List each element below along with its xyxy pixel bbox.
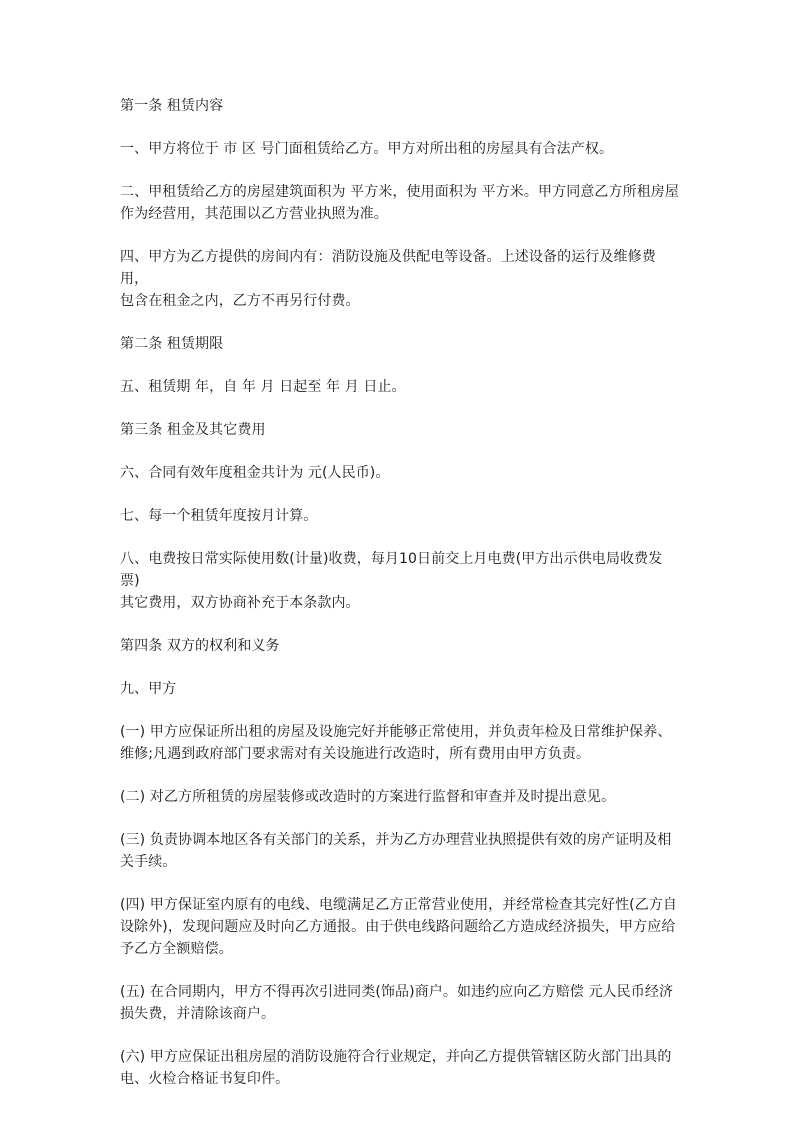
text-line: 关手续。 (120, 854, 177, 870)
sub-clause-5 (120, 981, 680, 1025)
text-line: 第三条 租金及其它费用 (120, 422, 266, 438)
sub-clause-4 (120, 894, 680, 960)
text-line: 第一条 租赁内容 (120, 98, 224, 114)
text-line: 作为经营用，其范围以乙方营业执照为准。 (120, 206, 388, 222)
text-line: 一、甲方将位于 市 区 号门面租赁给乙方。甲方对所出租的房屋具有合法产权。 (120, 141, 614, 157)
text-line: 第四条 双方的权利和义务 (120, 638, 280, 654)
clause-9 (120, 678, 680, 700)
text-line: 五、租赁期 年，自 年 月 日起至 年 月 日止。 (120, 379, 406, 395)
text-line: (二) 对乙方所租赁的房屋装修或改造时的方案进行监督和审查并及时提出意见。 (120, 789, 616, 805)
text-line: 电、火检合格证书复印件。 (120, 1071, 290, 1087)
text-line: 设除外)，发现问题应及时向乙方通报。由于供电线路问题给乙方造成经济损失，甲方应给 (120, 919, 676, 935)
text-line: 予乙方全额赔偿。 (120, 941, 233, 957)
text-line: (四) 甲方保证室内原有的电线、电缆满足乙方正常营业使用，并经常检查其完好性(乙方自 (120, 897, 678, 913)
sub-clause-1 (120, 721, 680, 765)
text-line: 九、甲方 (120, 681, 177, 697)
clause-2 (120, 181, 680, 225)
text-line: 六、合同有效年度租金共计为 元(人民币)。 (120, 465, 390, 481)
text-line: (一) 甲方应保证所出租的房屋及设施完好并能够正常使用，并负责年检及日常维护保养、 (120, 724, 672, 740)
text-line: 二、甲租赁给乙方的房屋建筑面积为 平方米，使用面积为 平方米。甲方同意乙方所租房屋 (120, 184, 679, 200)
text-line: 七、每一个租赁年度按月计算。 (120, 508, 318, 524)
text-line: 损失费，并清除该商户。 (120, 1006, 276, 1022)
article-4-heading (120, 635, 680, 657)
text-line: 包含在租金之内，乙方不再另行付费。 (120, 293, 360, 309)
clause-6 (120, 462, 680, 484)
article-3-heading (120, 419, 680, 441)
clause-8 (120, 548, 680, 614)
contract-body (120, 95, 680, 1111)
clause-5 (120, 376, 680, 398)
text-line: 维修;凡遇到政府部门要求需对有关设施进行改造时，所有费用由甲方负责。 (120, 746, 591, 762)
sub-clause-2 (120, 786, 680, 808)
text-line: (六) 甲方应保证出租房屋的消防设施符合行业规定，并向乙方提供管辖区防火部门出具的 (120, 1049, 672, 1065)
sub-clause-3 (120, 829, 680, 873)
text-line: 四、甲方为乙方提供的房间内有：消防设施及供配电等设备。上述设备的运行及维修费用， (120, 249, 656, 287)
clause-1 (120, 138, 680, 160)
article-2-heading (120, 333, 680, 355)
text-line: 其它费用，双方协商补充于本条款内。 (120, 595, 360, 611)
text-line: (五) 在合同期内，甲方不得再次引进同类(饰品)商户。如违约应向乙方赔偿 元人民币经济 (120, 984, 674, 1000)
text-line: 第二条 租赁期限 (120, 336, 224, 352)
sub-clause-6 (120, 1046, 680, 1090)
clause-4 (120, 246, 680, 312)
text-line: 八、电费按日常实际使用数(计量)收费，每月10日前交上月电费(甲方出示供电局收费发票) (120, 551, 663, 589)
clause-7 (120, 505, 680, 527)
article-1-heading (120, 95, 680, 117)
text-line: (三) 负责协调本地区各有关部门的关系，并为乙方办理营业执照提供有效的房产证明及相 (120, 832, 672, 848)
